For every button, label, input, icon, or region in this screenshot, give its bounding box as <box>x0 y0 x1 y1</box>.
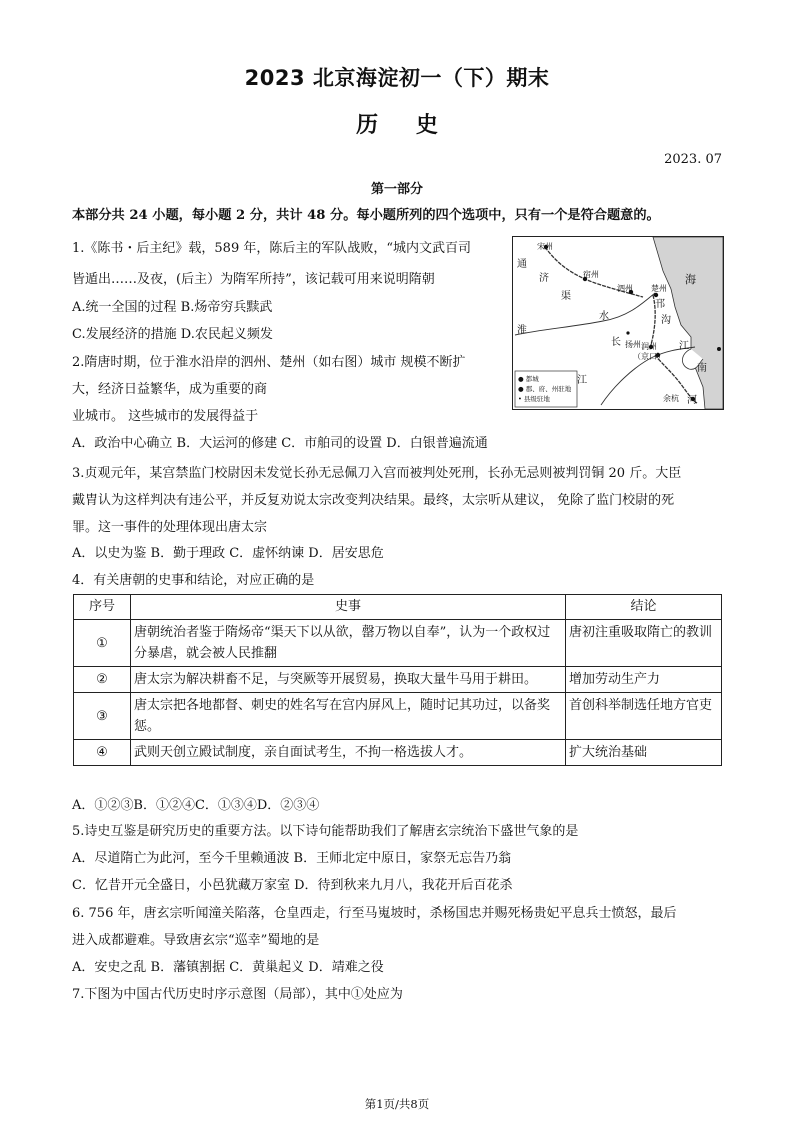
grand-canal-map <box>512 236 724 410</box>
map-label-yuhang: 余杭 <box>663 394 679 403</box>
q1-line-1: 1.《陈书・后主纪》载，589 年，陈后主的军队战败，“城内文武百司 <box>72 241 471 256</box>
q4-row-3-event: 唐太宗把各地都督、刺史的姓名写在宫内屏风上，随时记其功过，以备奖惩。 <box>131 693 566 740</box>
table-row <box>74 740 722 766</box>
map-label-sizhou: 泗州 <box>617 284 633 293</box>
map-label-chang: 长 <box>611 337 621 348</box>
q4-row-2-event: 唐太宗为解决耕畜不足，与突厥等开展贸易，换取大量牛马用于耕田。 <box>131 667 566 693</box>
map-label-huai: 淮 <box>517 325 527 336</box>
q4-row-3-no: ③ <box>74 693 131 740</box>
q4-row-3-conclusion: 首创科举制选任地方官吏 <box>566 693 722 740</box>
map-label-han: 邗 <box>655 299 665 310</box>
q4-row-1-event: 唐朝统治者鉴于隋炀帝“渠天下以从欲，罄万物以自奉”，认为一个政权过分暴虐，就会被人民推翻 <box>131 620 566 667</box>
map-label-qu: 渠 <box>561 291 571 302</box>
q5-options-cd: C．忆昔开元全盛日，小邑犹藏万家室 D．待到秋来九月八，我花开后百花杀 <box>72 878 513 893</box>
table-row <box>74 620 722 667</box>
q7-stem: 7.下图为中国古代历史时序示意图（局部），其中①处应为 <box>72 987 403 1002</box>
q4-row-1-no: ① <box>74 620 131 667</box>
q5-stem: 5.诗史互鉴是研究历史的重要方法。以下诗句能帮助我们了解唐玄宗统治下盛世气象的是 <box>72 824 579 839</box>
q4-stem: 4．有关唐朝的史事和结论，对应正确的是 <box>72 573 315 588</box>
q6-line-2: 进入成都避难。导致唐玄宗“巡幸”蜀地的是 <box>72 933 320 948</box>
subject-title: 历 史 <box>356 113 438 138</box>
map-legend-county: • 县级驻地 <box>518 395 550 403</box>
map-label-nan: 南 <box>697 363 707 374</box>
table-row <box>74 667 722 693</box>
part-heading: 第一部分 <box>370 182 423 197</box>
q2-options: A．政治中心确立 B．大运河的修建 C．市舶司的设置 D．白银普遍流通 <box>72 436 488 451</box>
q4-table-header <box>74 595 722 620</box>
map-legend <box>518 374 571 404</box>
map-label-suzhou: 宿州 <box>583 270 599 279</box>
q4-header-conclusion: 结论 <box>566 595 722 620</box>
q4-row-4-event: 武则天创立殿试制度，亲自面试考生，不拘一格选拔人才。 <box>131 740 566 766</box>
q5-options-ab: A．尽道隋亡为此河，至今千里赖通波 B．王师北定中原日，家祭无忘告乃翁 <box>72 851 512 866</box>
map-label-sea: 海 <box>685 273 696 286</box>
q1-options-ab: A.统一全国的过程 B.炀帝穷兵黩武 <box>72 300 273 315</box>
q3-options: A．以史为鉴 B．勤于理政 C．虚怀纳谏 D．居安思危 <box>72 546 384 561</box>
q6-line-1: 6. 756 年，唐玄宗听闻潼关陷落，仓皇西走，行至马嵬坡时，杀杨国忠并赐死杨贵妃平息兵士愤怒，最后 <box>72 906 677 921</box>
q4-row-1-conclusion: 唐初注重吸取隋亡的教训 <box>566 620 722 667</box>
q6-options: A．安史之乱 B．藩镇割据 C．黄巢起义 D．靖难之役 <box>72 960 384 975</box>
q3-line-1: 3.贞观元年，某宫禁监门校尉因未发觉长孙无忌佩刀入宫而被判处死刑，长孙无忌则被判罚铜 20 斤。大臣 <box>72 466 682 481</box>
q4-options: A．①②③B．①②④C．①③④D．②③④ <box>72 798 320 813</box>
q4-row-4-no: ④ <box>74 740 131 766</box>
map-label-yangzhou: 扬州 <box>625 340 641 349</box>
map-label-songzhou: 宋州 <box>537 242 553 251</box>
q1-line-2: 皆遁出……及夜，(后主）为隋军所持”，该记载可用来说明隋朝 <box>72 272 435 287</box>
map-label-he: 河 <box>687 395 697 406</box>
map-label-jingkou: （京口） <box>633 352 665 361</box>
q2-line-2: 大，经济日益繁华，成为重要的商 <box>72 382 268 397</box>
q4-header-event: 史事 <box>131 595 566 620</box>
q2-line-1: 2.隋唐时期，位于淮水沿岸的泗州、楚州（如右图）城市 规模不断扩 <box>72 355 466 370</box>
q4-row-2-no: ② <box>74 667 131 693</box>
map-label-gou: 沟 <box>661 315 671 326</box>
part-instructions: 本部分共 24 小题，每小题 2 分，共计 48 分。每小题所列的四个选项中，只有一个是符合题意的。 <box>72 208 660 223</box>
q3-line-2: 戴胄认为这样判决有违公平，并反复劝说太宗改变判决结果。最终，太宗听从建议， 免除了监门校尉的死 <box>72 493 675 508</box>
table-row <box>74 693 722 740</box>
q1-options-cd: C.发展经济的措施 D.农民起义频发 <box>72 327 273 342</box>
map-label-chuzhou: 楚州 <box>651 284 667 293</box>
exam-date: 2023. 07 <box>664 152 722 167</box>
q3-line-3: 罪。这一事件的处理体现出唐太宗 <box>72 520 268 535</box>
page-title: 2023 北京海淀初一（下）期末 <box>244 66 550 90</box>
map-label-jiang-south: 江 <box>679 341 689 352</box>
q2-line-3: 业城市。 这些城市的发展得益于 <box>72 409 259 424</box>
map-label-jiang: 江 <box>577 375 587 386</box>
map-label-shui: 水 <box>599 311 609 322</box>
q4-header-no: 序号 <box>74 595 131 620</box>
map-legend-capital: ● 都城 <box>518 375 539 383</box>
map-legend-prefecture: ● 郡、府、州驻地 <box>518 385 572 393</box>
q4-row-2-conclusion: 增加劳动生产力 <box>566 667 722 693</box>
map-label-runzhou: 润州 <box>641 342 657 351</box>
map-label-tong: 通 <box>517 259 527 270</box>
q4-row-4-conclusion: 扩大统治基础 <box>566 740 722 766</box>
map-label-ji: 济 <box>539 273 549 284</box>
page-footer: 第1页/共8页 <box>364 1097 430 1111</box>
q4-table <box>73 594 722 766</box>
